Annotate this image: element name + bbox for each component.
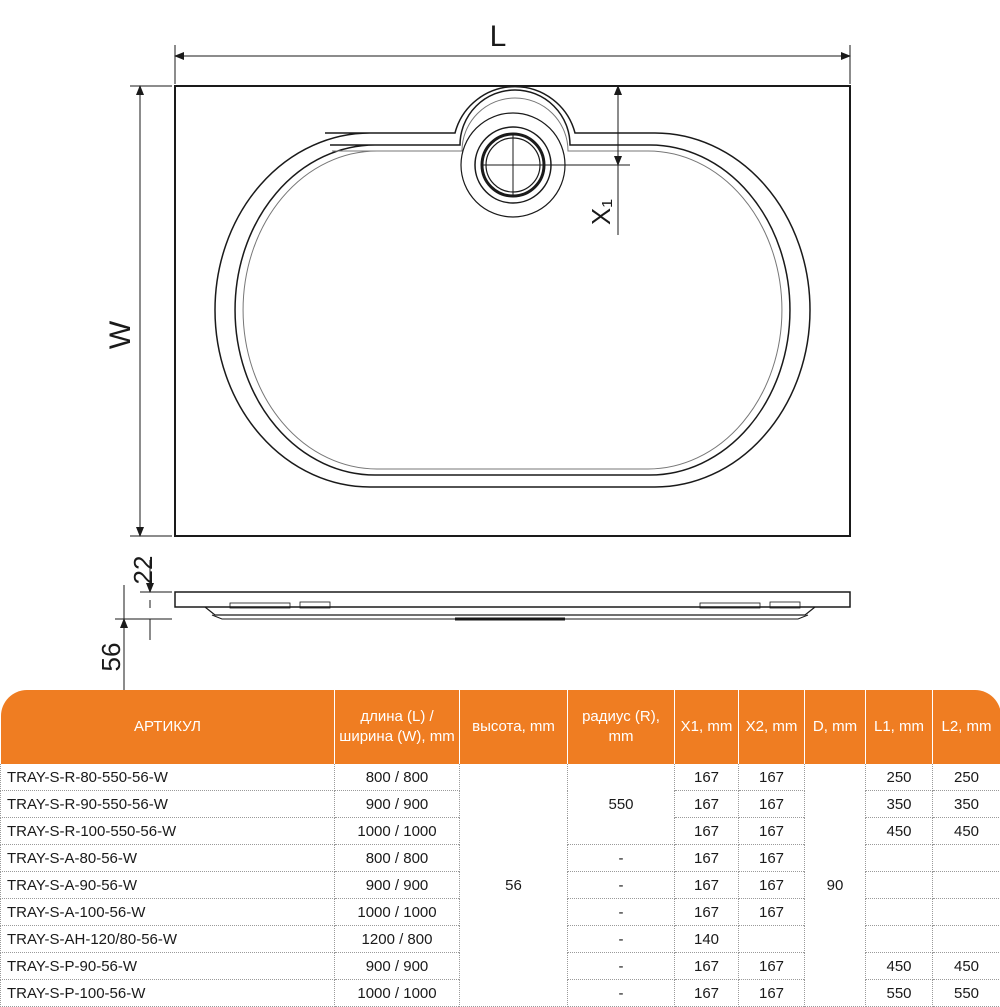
cell-l2: 350 [933, 791, 1000, 818]
dimension-length-label: L [490, 20, 507, 53]
cell-radius-merged: 550 [568, 764, 675, 845]
cell-l1: 350 [866, 791, 933, 818]
cell-sku: TRAY-S-R-80-550-56-W [1, 764, 335, 791]
cell-sku: TRAY-S-A-100-56-W [1, 899, 335, 926]
cell-radius: - [568, 845, 675, 872]
cell-x1: 167 [675, 872, 739, 899]
cell-size: 900 / 900 [335, 791, 460, 818]
cell-size: 800 / 800 [335, 845, 460, 872]
header-l2: L2, mm [933, 690, 1000, 764]
dimension-rim-label: 22 [128, 556, 158, 585]
cell-l1 [866, 845, 933, 872]
cell-radius: - [568, 872, 675, 899]
cell-size: 1000 / 1000 [335, 980, 460, 1007]
cell-x2 [739, 926, 805, 953]
cell-x2: 167 [739, 953, 805, 980]
cell-l2 [933, 926, 1000, 953]
table-header-row [1, 690, 1000, 764]
cell-diameter-merged: 90 [805, 764, 866, 1007]
cell-l2 [933, 899, 1000, 926]
dimension-length [175, 45, 850, 84]
header-radius: радиус (R), mm [568, 690, 675, 764]
cell-x1: 167 [675, 899, 739, 926]
cell-sku: TRAY-S-P-90-56-W [1, 953, 335, 980]
header-sku: АРТИКУЛ [1, 690, 335, 764]
dimension-width-label: W [104, 320, 137, 349]
header-x1: X1, mm [675, 690, 739, 764]
cell-radius: - [568, 980, 675, 1007]
cell-x2: 167 [739, 845, 805, 872]
cell-sku: TRAY-S-P-100-56-W [1, 980, 335, 1007]
cell-sku: TRAY-S-AH-120/80-56-W [1, 926, 335, 953]
cell-x2: 167 [739, 818, 805, 845]
cell-radius: - [568, 953, 675, 980]
header-x2: X2, mm [739, 690, 805, 764]
cell-l2 [933, 845, 1000, 872]
cell-x2: 167 [739, 791, 805, 818]
header-height: высота, mm [460, 690, 568, 764]
cell-sku: TRAY-S-R-90-550-56-W [1, 791, 335, 818]
cell-x2: 167 [739, 764, 805, 791]
cell-size: 900 / 900 [335, 872, 460, 899]
cell-l2: 250 [933, 764, 1000, 791]
cell-l1 [866, 926, 933, 953]
cell-x2: 167 [739, 899, 805, 926]
cell-x1: 167 [675, 980, 739, 1007]
cell-sku: TRAY-S-A-80-56-W [1, 845, 335, 872]
cell-l2: 550 [933, 980, 1000, 1007]
cell-x1: 167 [675, 953, 739, 980]
cell-l1 [866, 899, 933, 926]
cell-x1: 167 [675, 764, 739, 791]
cell-l1: 550 [866, 980, 933, 1007]
table-row [1, 764, 1000, 791]
cell-x2: 167 [739, 872, 805, 899]
cell-x1: 140 [675, 926, 739, 953]
cell-size: 800 / 800 [335, 764, 460, 791]
cell-l1: 250 [866, 764, 933, 791]
cell-x1: 167 [675, 818, 739, 845]
cell-size: 1200 / 800 [335, 926, 460, 953]
cell-size: 1000 / 1000 [335, 818, 460, 845]
dimension-height-label: 56 [96, 643, 126, 672]
cell-x2: 167 [739, 980, 805, 1007]
cell-l2: 450 [933, 818, 1000, 845]
cell-size: 1000 / 1000 [335, 899, 460, 926]
specification-table [0, 690, 1000, 1007]
cell-radius: - [568, 899, 675, 926]
header-l1: L1, mm [866, 690, 933, 764]
header-diameter: D, mm [805, 690, 866, 764]
cell-l1: 450 [866, 818, 933, 845]
cell-radius: - [568, 926, 675, 953]
tray-plan-view [175, 86, 850, 536]
cell-l2: 450 [933, 953, 1000, 980]
cell-l2 [933, 872, 1000, 899]
dimension-width [130, 86, 172, 536]
cell-size: 900 / 900 [335, 953, 460, 980]
cell-x1: 167 [675, 791, 739, 818]
cell-x1: 167 [675, 845, 739, 872]
dimension-x1-label: X₁ [586, 199, 616, 225]
tray-side-view [175, 592, 850, 619]
cell-height-merged: 56 [460, 764, 568, 1007]
cell-l1 [866, 872, 933, 899]
header-size: длина (L) / ширина (W), mm [335, 690, 460, 764]
cell-sku: TRAY-S-A-90-56-W [1, 872, 335, 899]
cell-sku: TRAY-S-R-100-550-56-W [1, 818, 335, 845]
cell-l1: 450 [866, 953, 933, 980]
